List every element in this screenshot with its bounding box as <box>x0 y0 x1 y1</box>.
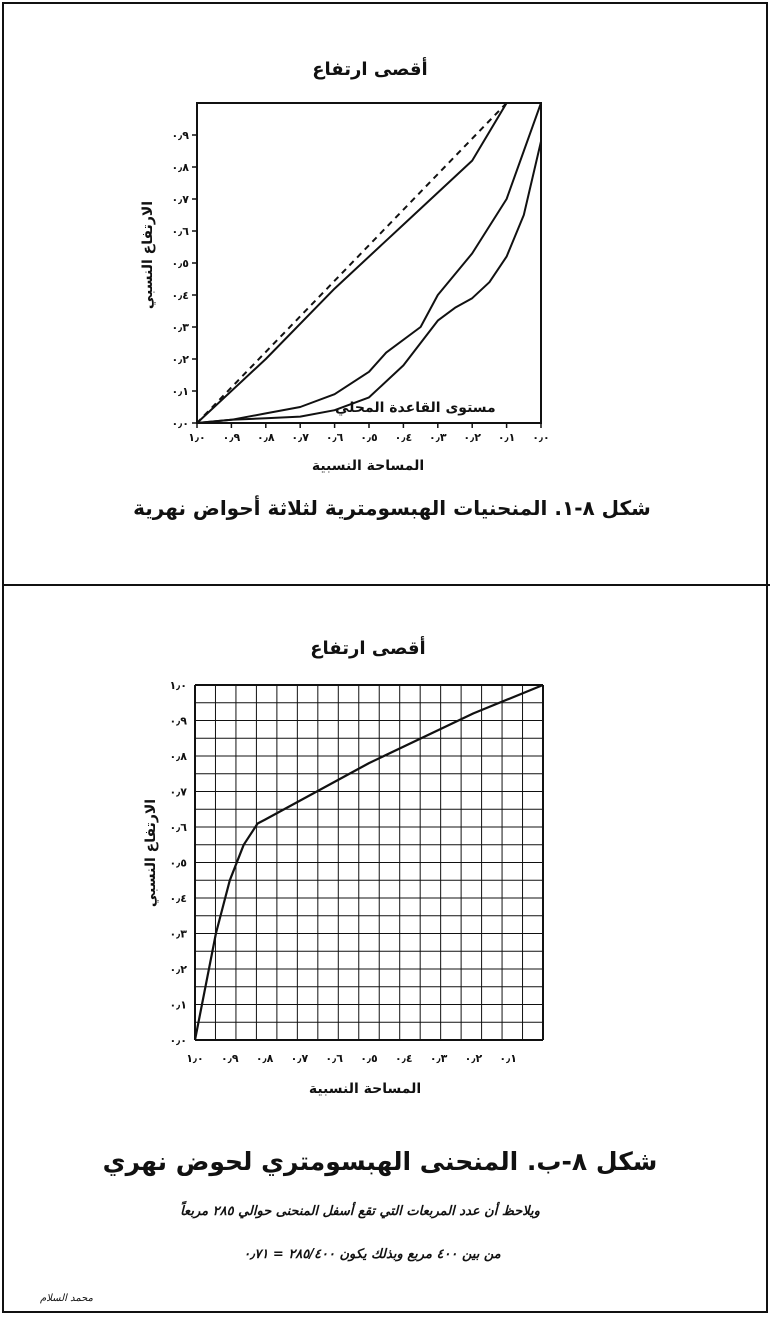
chart1-y-tick-label: ٠٫١ <box>171 385 189 398</box>
chart1-y-axis-label: الارتفاع النسبي <box>140 200 156 310</box>
chart2-y-tick-label: ٠٫٦ <box>169 821 187 834</box>
chart2-y-tick-label: ٠٫٢ <box>169 963 187 976</box>
chart2-y-tick-label: ٠٫٧ <box>169 785 187 799</box>
chart1-x-tick-label: ٠٫٢ <box>463 431 481 444</box>
chart1-y-tick-label: ٠٫٤ <box>171 289 189 302</box>
chart2-x-tick-label: ٠٫٣ <box>429 1052 448 1065</box>
chart2-y-tick-label: ١٫٠ <box>169 679 187 692</box>
chart1-y-tick-label: ٠٫٦ <box>171 225 189 238</box>
chart1-y-tick-label: ٠٫٥ <box>171 257 189 270</box>
chart2-y-tick-label: ٠٫٣ <box>169 927 187 941</box>
chart2-x-tick-label: ٠٫٤ <box>395 1052 413 1065</box>
chart2-x-tick-label: ٠٫٢ <box>464 1052 483 1065</box>
chart1-y-tick-label: ٠٫٩ <box>171 129 189 142</box>
chart1-x-tick-label: ٠٫٤ <box>394 431 413 444</box>
chart2-x-ticks <box>186 1052 517 1065</box>
chart2-y-ticks <box>169 679 187 1047</box>
chart1-y-tick-label: ٠٫٨ <box>171 161 189 174</box>
chart2-title: أقصى ارتفاع <box>310 638 426 659</box>
chart1-x-axis-label: المساحة النسبية <box>311 458 425 474</box>
chart2-x-axis-label: المساحة النسبية <box>308 1081 422 1097</box>
figure2-note-line1: ويلاحظ أن عدد المربعات التي تقع أسفل المنحنى حوالي ٢٨٥ مربعاً <box>180 1204 540 1219</box>
chart2-x-tick-label: ٠٫٩ <box>221 1052 239 1065</box>
chart2-x-tick-label: ١٫٠ <box>186 1052 204 1065</box>
chart1-x-tick-label: ١٫٠ <box>188 431 206 444</box>
signature: محمد السلام <box>40 1293 93 1304</box>
chart1-x-tick-label: ٠٫٨ <box>257 431 275 444</box>
chart2-x-tick-label: ٠٫٧ <box>290 1052 309 1065</box>
chart2-y-axis-label: الارتفاع النسبي <box>143 798 159 908</box>
chart2-x-tick-label: ٠٫٦ <box>325 1052 343 1065</box>
chart1-x-tick-label: ٠٫٦ <box>325 431 344 444</box>
chart2-y-tick-label: ٠٫٩ <box>169 714 187 728</box>
chart1-x-tick-label: ٠٫٣ <box>429 431 447 444</box>
chart2-y-tick-label: ٠٫٤ <box>169 892 187 905</box>
chart1-x-tick-label: ٠٫٠ <box>532 431 550 444</box>
chart2-x-tick-label: ٠٫٥ <box>360 1052 378 1065</box>
chart2-y-tick-label: ٠٫٠ <box>169 1034 187 1047</box>
chart2-y-tick-label: ٠٫٥ <box>169 856 187 870</box>
chart1-y-tick-label: ٠٫٠ <box>171 417 189 430</box>
figure2-caption: شكل ٨-ب. المنحنى الهبسومتري لحوض نهري <box>102 1147 658 1176</box>
chart1-x-tick-label: ٠٫٥ <box>360 431 378 444</box>
chart1-x-tick-label: ٠٫٩ <box>222 431 241 444</box>
chart2-grid <box>195 685 543 1040</box>
chart2-x-tick-label: ٠٫٨ <box>255 1052 274 1065</box>
figure2-note-line2: من بين ٤٠٠ مربع وبذلك يكون ٢٨٥/٤٠٠ = ٠٫٧١ <box>243 1247 501 1262</box>
chart2-x-tick-label: ٠٫١ <box>499 1052 517 1065</box>
chart2-y-tick-label: ٠٫١ <box>169 998 187 1012</box>
chart1-x-tick-label: ٠٫١ <box>497 431 516 444</box>
chart2-y-tick-label: ٠٫٨ <box>169 750 187 763</box>
chart1-annotation: مستوى القاعدة المحلي <box>335 400 496 416</box>
chart1-x-tick-label: ٠٫٧ <box>291 431 309 444</box>
figure1-caption: شكل ٨-١. المنحنيات الهبسومترية لثلاثة أحواض نهرية <box>133 496 651 520</box>
chart1-y-tick-label: ٠٫٣ <box>171 321 189 334</box>
chart1-y-tick-label: ٠٫٢ <box>171 353 189 366</box>
chart1-y-tick-label: ٠٫٧ <box>171 193 189 206</box>
chart1-title: أقصى ارتفاع <box>312 59 428 80</box>
